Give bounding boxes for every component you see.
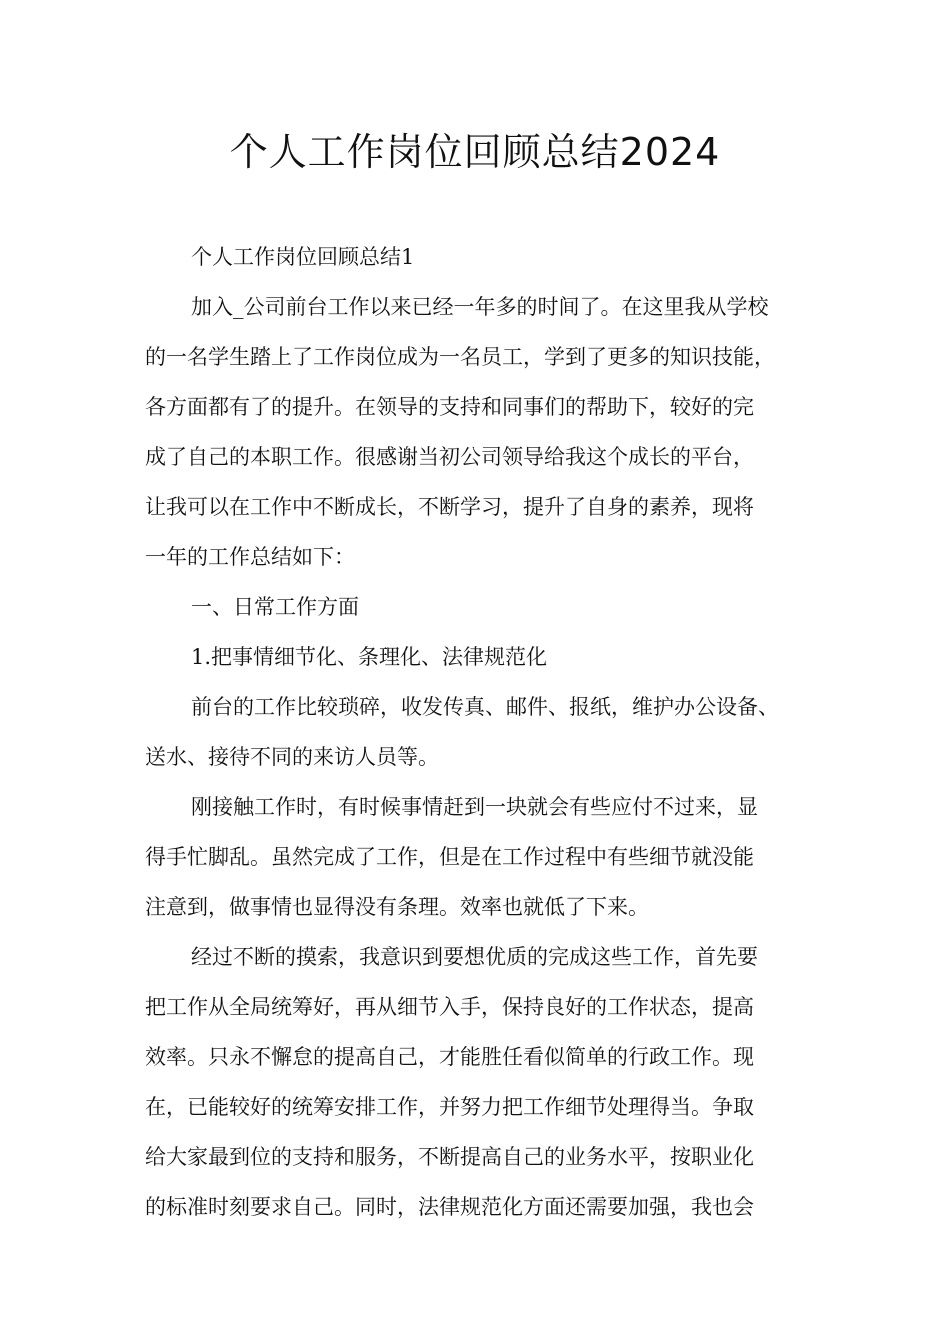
- paragraph-line: 的一名学生踏上了工作岗位成为一名员工，学到了更多的知识技能，: [145, 345, 775, 369]
- paragraph-line: 给大家最到位的支持和服务，不断提高自己的业务水平，按职业化: [145, 1145, 754, 1169]
- document-body: [145, 232, 825, 1232]
- paragraph-line: 成了自己的本职工作。很感谢当初公司领导给我这个成长的平台，: [145, 445, 754, 469]
- paragraph-line: 刚接触工作时，有时候事情赶到一块就会有些应付不过来，显: [191, 795, 758, 819]
- paragraph-line: 加入_公司前台工作以来已经一年多的时间了。在这里我从学校: [191, 295, 769, 319]
- paragraph-line: 效率。只永不懈怠的提高自己，才能胜任看似简单的行政工作。现: [145, 1045, 754, 1069]
- paragraph-line: 注意到，做事情也显得没有条理。效率也就低了下来。: [145, 895, 649, 919]
- paragraph-line: 把工作从全局统筹好，再从细节入手，保持良好的工作状态，提高: [145, 995, 754, 1019]
- section-heading: 个人工作岗位回顾总结1: [191, 245, 415, 269]
- subsection-heading: 1.把事情细节化、条理化、法律规范化: [191, 645, 548, 669]
- paragraph-line: 让我可以在工作中不断成长，不断学习，提升了自身的素养，现将: [145, 495, 754, 519]
- paragraph-line: 一年的工作总结如下：: [145, 545, 355, 569]
- paragraph-line: 在，已能较好的统筹安排工作，并努力把工作细节处理得当。争取: [145, 1095, 754, 1119]
- paragraph-line: 送水、接待不同的来访人员等。: [145, 745, 439, 769]
- paragraph-line: 的标准时刻要求自己。同时，法律规范化方面还需要加强，我也会: [145, 1195, 754, 1219]
- section-heading: 一、日常工作方面: [191, 595, 359, 619]
- paragraph-line: 经过不断的摸索，我意识到要想优质的完成这些工作，首先要: [191, 945, 758, 969]
- paragraph-line: 各方面都有了的提升。在领导的支持和同事们的帮助下，较好的完: [145, 395, 754, 419]
- paragraph-line: 前台的工作比较琐碎，收发传真、邮件、报纸，维护办公设备、: [191, 695, 779, 719]
- paragraph-line: 得手忙脚乱。虽然完成了工作，但是在工作过程中有些细节就没能: [145, 845, 754, 869]
- document-title: 个人工作岗位回顾总结2024: [229, 130, 721, 174]
